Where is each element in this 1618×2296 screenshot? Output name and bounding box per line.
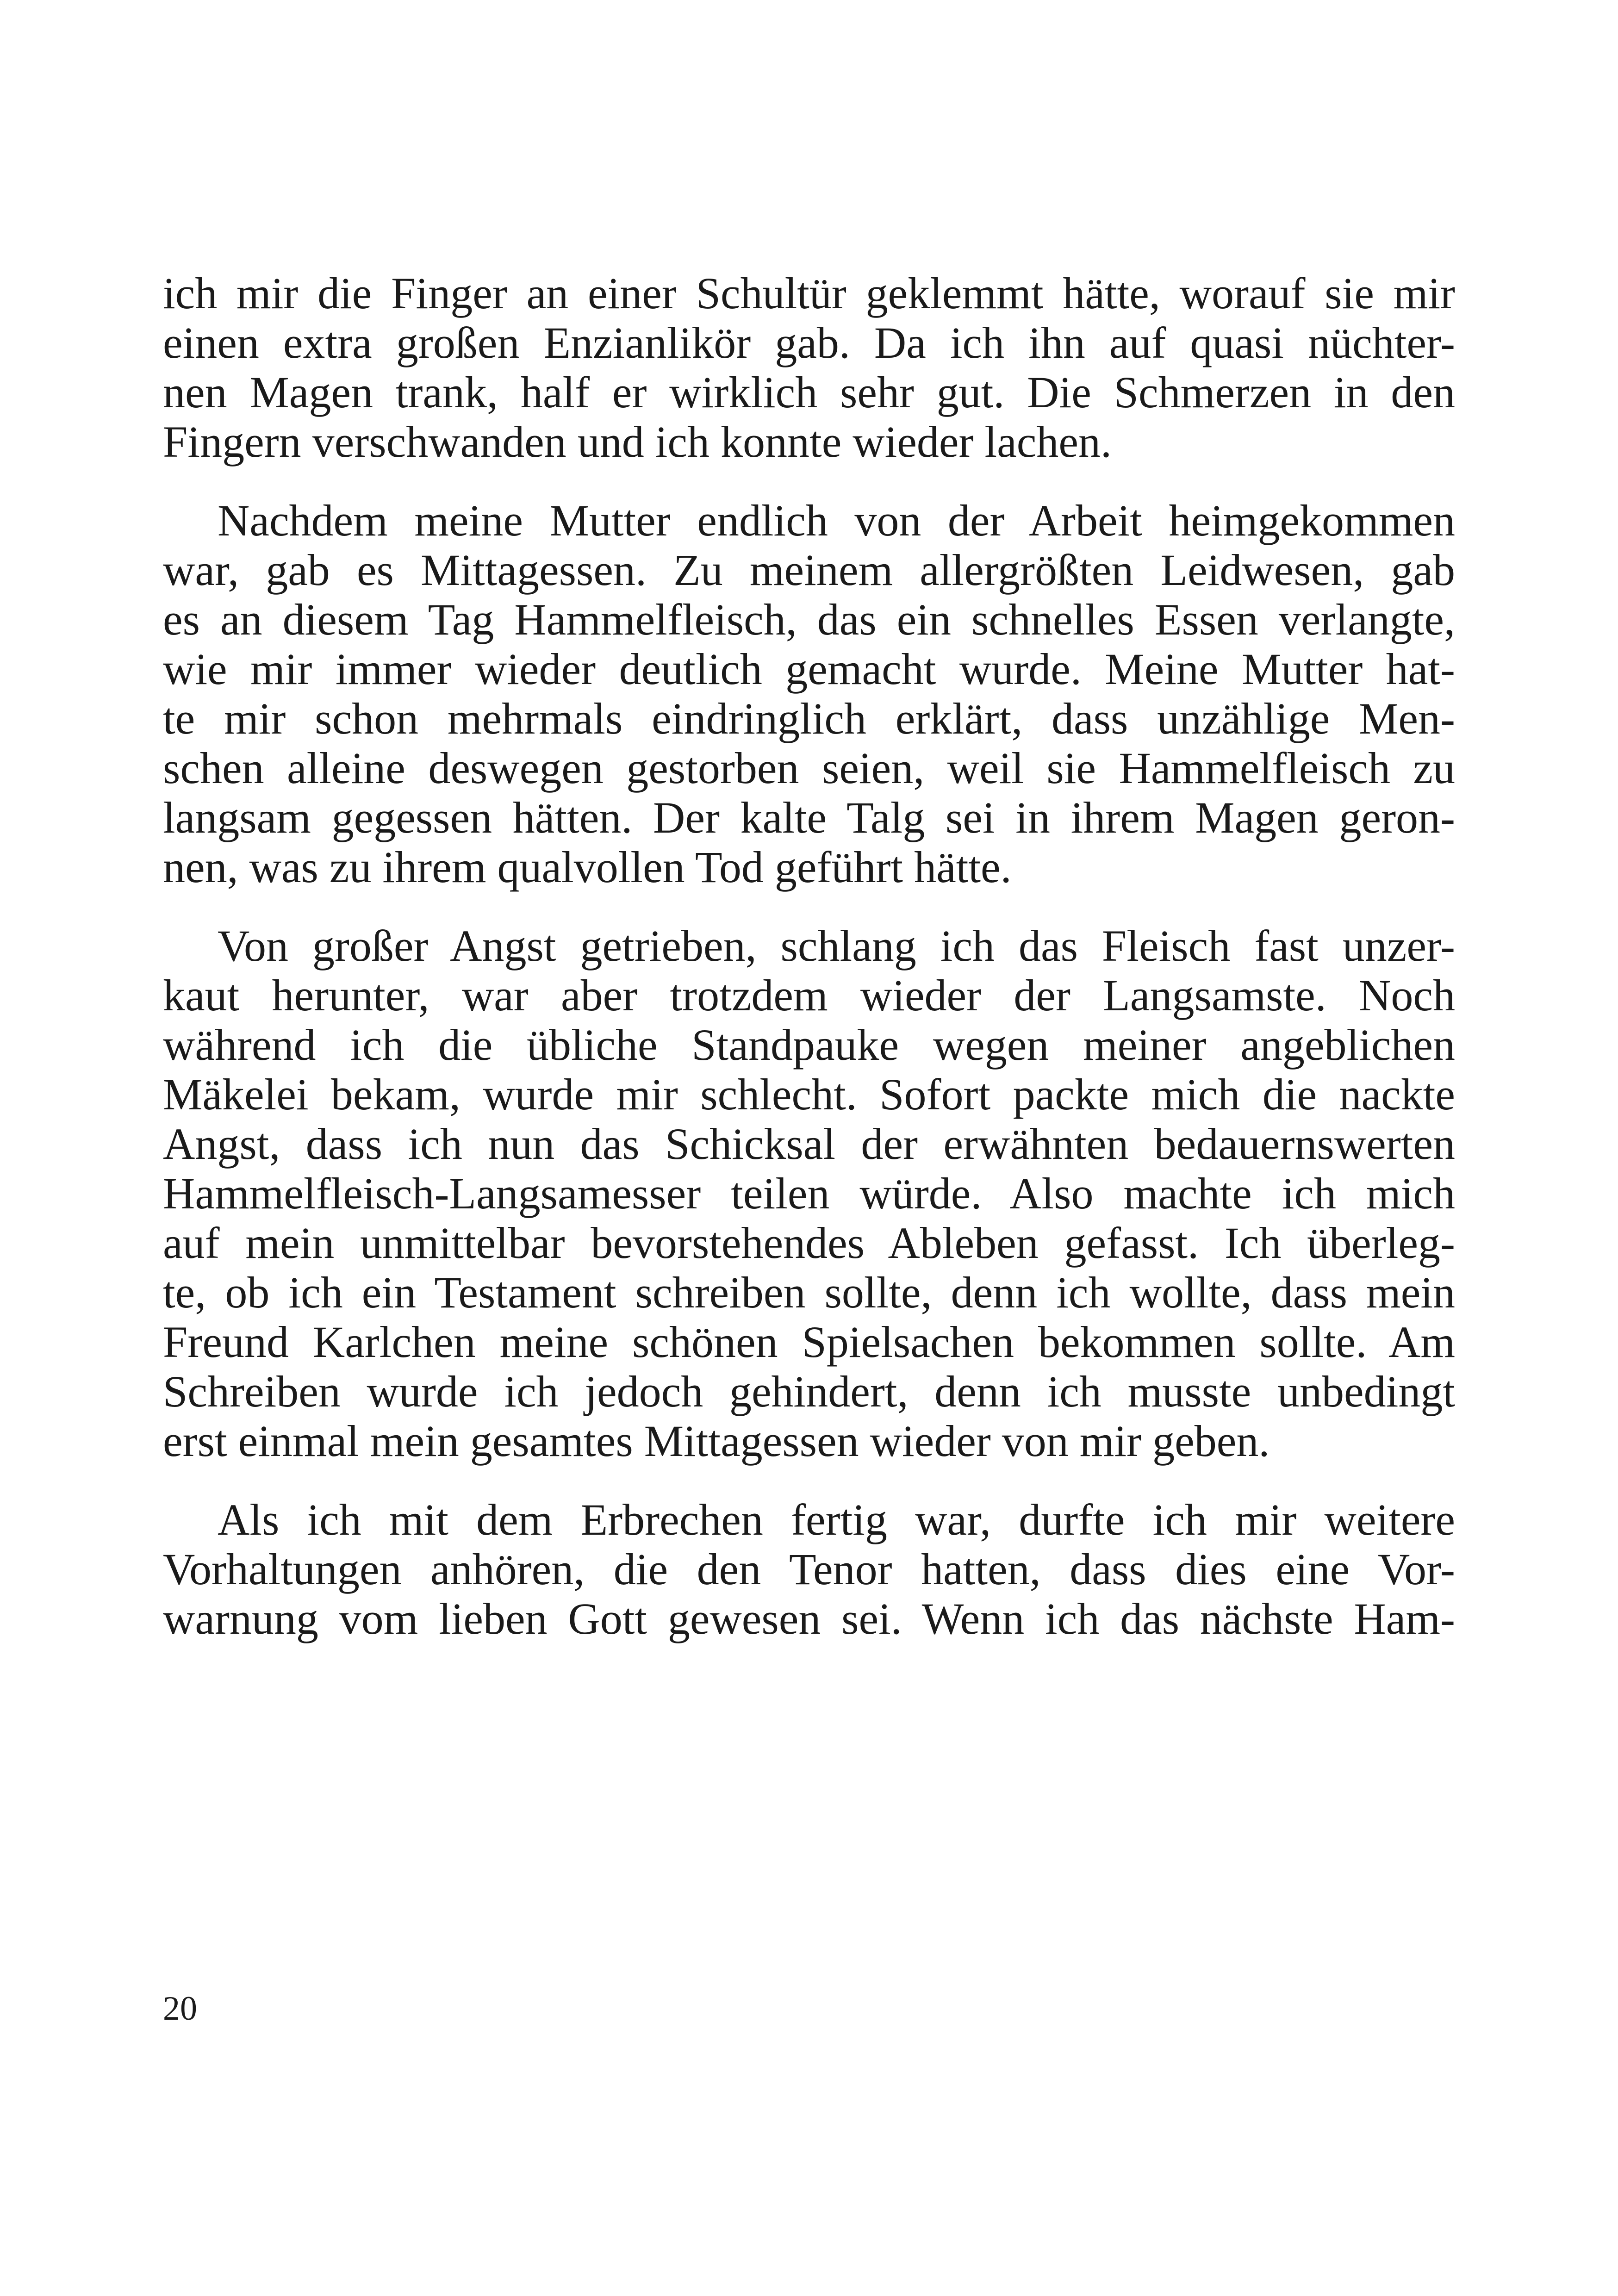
text-line: Freund Karlchen meine schönen Spielsachen bekommen sollte. Am (163, 1317, 1455, 1367)
text-line: Von großer Angst getrieben, schlang ich das Fleisch fast unzer- (218, 921, 1455, 971)
text-line: während ich die übliche Standpauke wegen meiner angeblichen (163, 1020, 1455, 1070)
text-line: Hammelfleisch-Langsamesser teilen würde. Also machte ich mich (163, 1169, 1455, 1218)
text-line: auf mein unmittelbar bevorstehendes Ableben gefasst. Ich überleg- (163, 1218, 1455, 1268)
body-text (163, 268, 1455, 1673)
text-line: ich mir die Finger an einer Schultür geklemmt hätte, worauf sie mir (163, 268, 1455, 318)
text-line: es an diesem Tag Hammelfleisch, das ein schnelles Essen verlangte, (163, 595, 1455, 644)
text-line: Vorhaltungen anhören, die den Tenor hatten, dass dies eine Vor- (163, 1544, 1455, 1594)
text-line: kaut herunter, war aber trotzdem wieder der Langsamste. Noch (163, 971, 1455, 1020)
text-line: Mäkelei bekam, wurde mir schlecht. Sofort packte mich die nackte (163, 1070, 1455, 1119)
text-line: erst einmal mein gesamtes Mittagessen wieder von mir geben. (163, 1416, 1270, 1466)
paragraph (163, 921, 1455, 1466)
text-line: Nachdem meine Mutter endlich von der Arbeit heimgekommen (218, 496, 1455, 545)
paragraph (163, 268, 1455, 467)
text-line: te, ob ich ein Testament schreiben sollte, denn ich wollte, dass mein (163, 1268, 1455, 1317)
text-line: einen extra großen Enzianlikör gab. Da ich ihn auf quasi nüchter- (163, 318, 1455, 367)
paragraph (163, 1495, 1455, 1643)
text-line: nen, was zu ihrem qualvollen Tod geführt hätte. (163, 842, 1012, 892)
text-line: Angst, dass ich nun das Schicksal der erwähnten bedauernswerten (163, 1119, 1455, 1169)
text-line: te mir schon mehrmals eindringlich erklärt, dass unzählige Men- (163, 694, 1455, 743)
text-line: schen alleine deswegen gestorben seien, weil sie Hammelfleisch zu (163, 743, 1455, 793)
text-line: war, gab es Mittagessen. Zu meinem allergrößten Leidwesen, gab (163, 545, 1455, 595)
page-number: 20 (163, 1990, 197, 2028)
paragraph (163, 496, 1455, 892)
text-line: Schreiben wurde ich jedoch gehindert, denn ich musste unbedingt (163, 1367, 1455, 1416)
text-line: Fingern verschwanden und ich konnte wieder lachen. (163, 417, 1112, 467)
text-line: wie mir immer wieder deutlich gemacht wurde. Meine Mutter hat- (163, 644, 1455, 694)
text-line: Als ich mit dem Erbrechen fertig war, durfte ich mir weitere (218, 1495, 1455, 1544)
text-line: langsam gegessen hätten. Der kalte Talg sei in ihrem Magen geron- (163, 793, 1455, 842)
text-line: warnung vom lieben Gott gewesen sei. Wenn ich das nächste Ham- (163, 1594, 1455, 1643)
text-line: nen Magen trank, half er wirklich sehr gut. Die Schmerzen in den (163, 367, 1455, 417)
